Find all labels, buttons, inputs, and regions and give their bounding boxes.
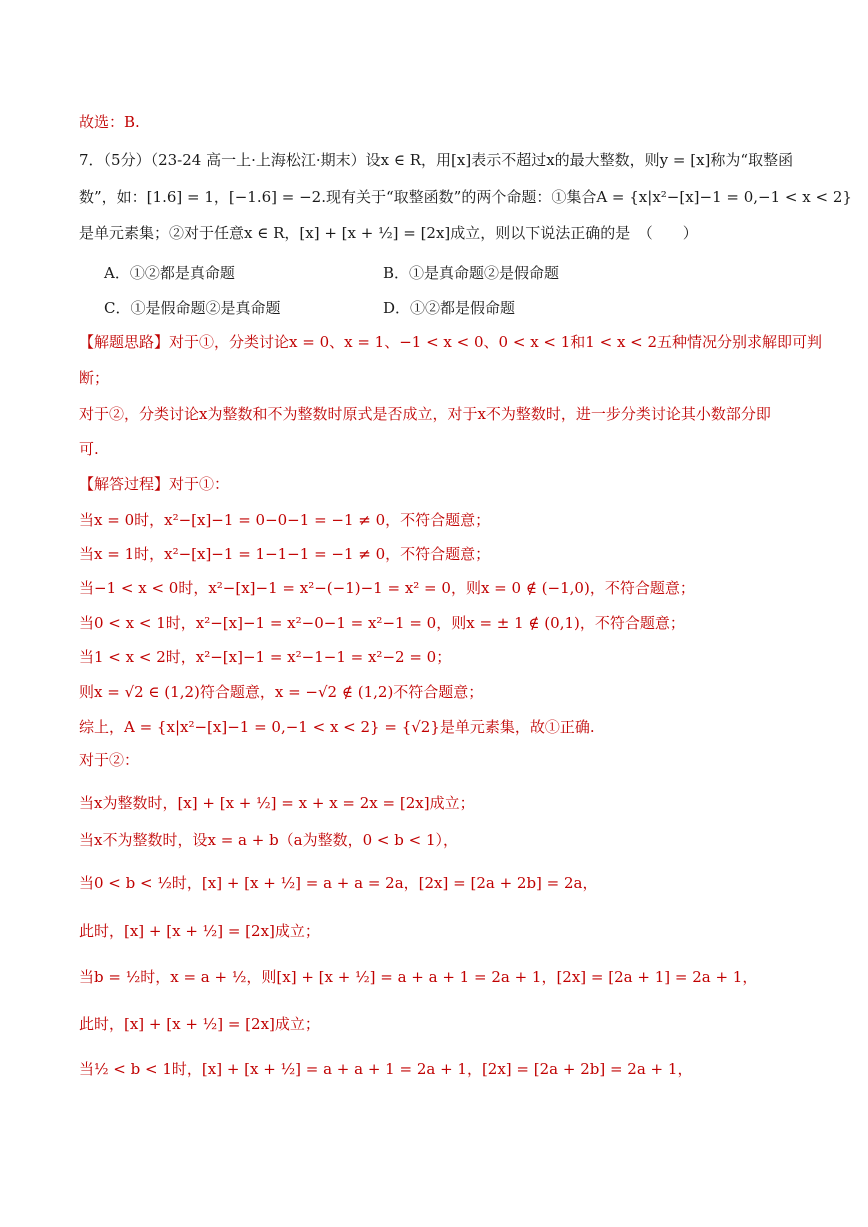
sol-line7: 则x = √2 ∈ (1,2)符合题意，x = −√2 ∉ (1,2)不符合题意； xyxy=(79,683,484,701)
option-b: B．①是真命题②是假命题 xyxy=(383,264,560,282)
sol-line10: 当x为整数时，[x] + [x + ½] = x + x = 2x = [2x]成立； xyxy=(79,794,475,812)
sol-line15: 此时，[x] + [x + ½] = [2x]成立； xyxy=(79,1015,320,1033)
option-d: D．①②都是假命题 xyxy=(383,299,516,317)
q7-line3: 是单元素集；②对于任意x ∈ R，[x] + [x + ½] = [2x]成立，则以下说法正确的是 （ ） xyxy=(79,224,698,242)
sol-line13: 此时，[x] + [x + ½] = [2x]成立； xyxy=(79,922,320,940)
sol-line14: 当b = ½时，x = a + ½，则[x] + [x + ½] = a + a + 1 = 2a + 1，[2x] = [2a + 1] = 2a + 1， xyxy=(79,968,758,986)
option-c: C．①是假命题②是真命题 xyxy=(104,299,281,317)
sol-line6: 当1 < x < 2时，x²−[x]−1 = x²−1−1 = x²−2 = 0； xyxy=(79,648,452,666)
q7-line1: 7．（5分）（23-24 高一上·上海松江·期末）设x ∈ R，用[x]表示不超过x的最大整数，则y = [x]称为“取整函 xyxy=(79,151,794,169)
hint-line1: 【解题思路】对于①，分类讨论x = 0、x = 1、−1 < x < 0、0 < x < 1和1 < x < 2五种情况分别求解即可判 xyxy=(79,333,823,351)
sol-line4: 当−1 < x < 0时，x²−[x]−1 = x²−(−1)−1 = x² = 0，则x = 0 ∉ (−1,0)，不符合题意； xyxy=(79,579,695,597)
q7-line2: 数”，如：[1.6] = 1，[−1.6] = −2.现有关于“取整函数”的两个命题：①集合A = {x|x²−[x]−1 = 0,−1 < x < 2} xyxy=(79,188,852,206)
sol-line8: 综上，A = {x|x²−[x]−1 = 0,−1 < x < 2} = {√2}是单元素集，故①正确. xyxy=(79,718,595,736)
hint-line4: 可. xyxy=(79,440,99,458)
sol-line12: 当0 < b < ½时，[x] + [x + ½] = a + a = 2a，[2x] = [2a + 2b] = 2a， xyxy=(79,874,598,892)
sol-line9: 对于②： xyxy=(79,751,140,769)
sol-line11: 当x不为整数时，设x = a + b（a为整数，0 < b < 1）， xyxy=(79,831,459,849)
sol-line16: 当½ < b < 1时，[x] + [x + ½] = a + a + 1 = 2a + 1，[2x] = [2a + 2b] = 2a + 1， xyxy=(79,1060,693,1078)
option-a: A．①②都是真命题 xyxy=(104,264,235,282)
sol-line3: 当x = 1时，x²−[x]−1 = 1−1−1 = −1 ≠ 0，不符合题意； xyxy=(79,545,491,563)
answer-prev: 故选：B. xyxy=(79,113,140,131)
hint-line2: 断； xyxy=(79,369,110,387)
sol-line2: 当x = 0时，x²−[x]−1 = 0−0−1 = −1 ≠ 0，不符合题意； xyxy=(79,511,491,529)
hint-line3: 对于②，分类讨论x为整数和不为整数时原式是否成立，对于x不为整数时，进一步分类讨论其小数部分即 xyxy=(79,405,771,423)
sol-line5: 当0 < x < 1时，x²−[x]−1 = x²−0−1 = x²−1 = 0，则x = ± 1 ∉ (0,1)，不符合题意； xyxy=(79,614,685,632)
sol-line1: 【解答过程】对于①： xyxy=(79,475,230,493)
